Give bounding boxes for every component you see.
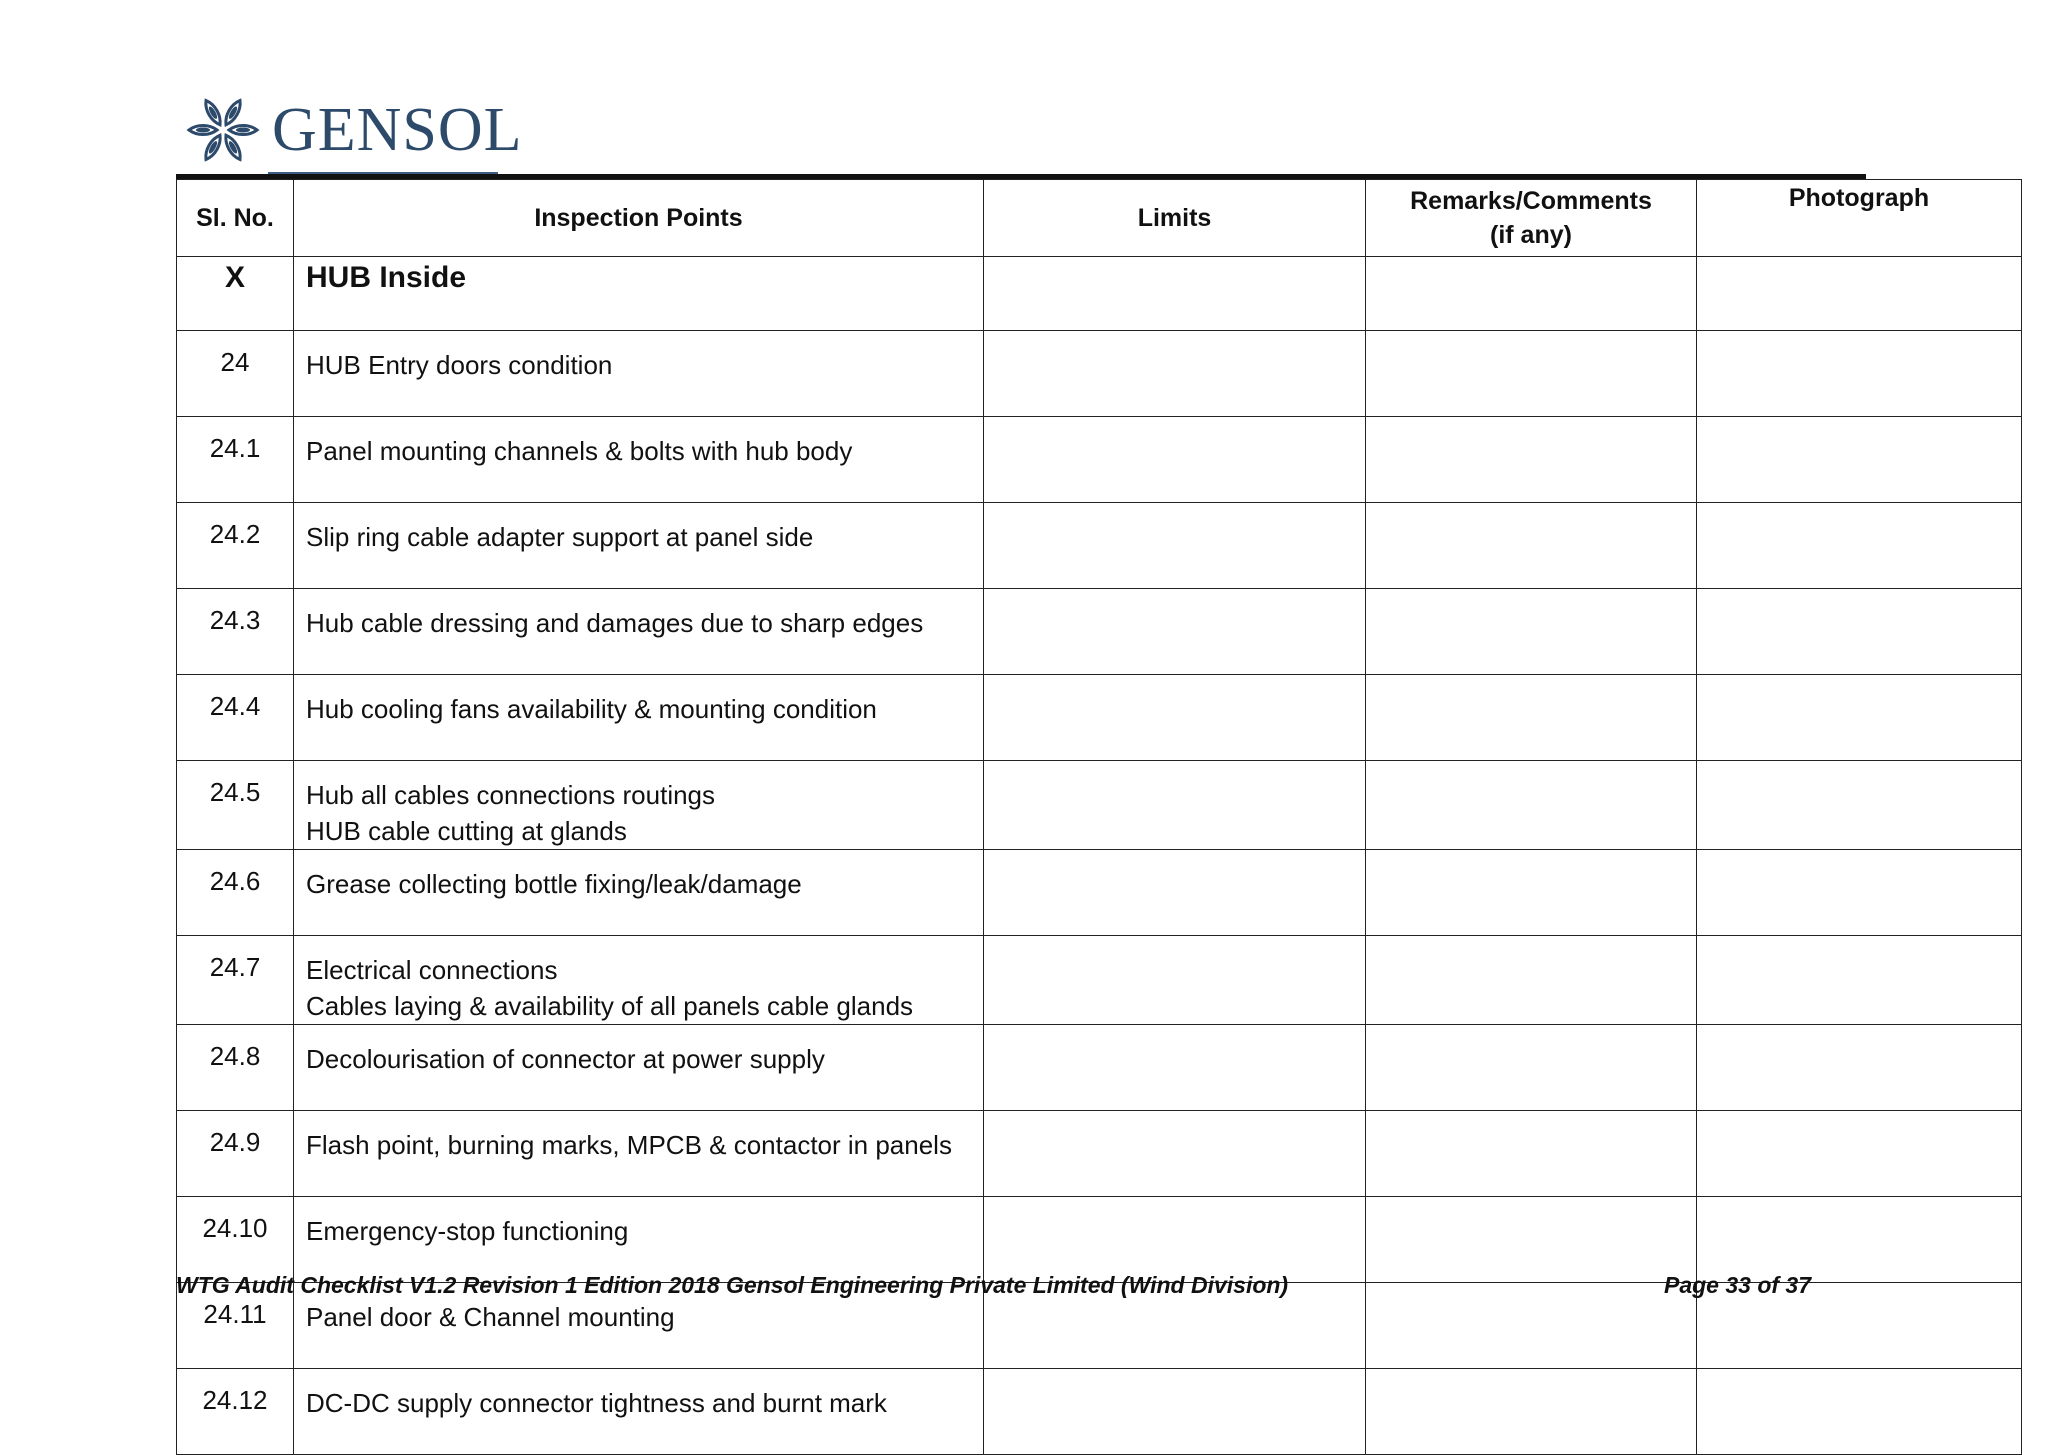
remarks-cell[interactable] <box>1366 1025 1697 1111</box>
limits-cell[interactable] <box>984 589 1366 675</box>
column-header-photograph: Photograph <box>1697 180 2022 257</box>
remarks-cell[interactable] <box>1366 331 1697 417</box>
column-header-sl-no: Sl. No. <box>177 180 294 257</box>
remarks-cell[interactable] <box>1366 675 1697 761</box>
table-row <box>177 589 2022 675</box>
company-logo <box>178 90 523 170</box>
limits-cell[interactable] <box>984 417 1366 503</box>
table-row <box>177 761 2022 850</box>
remarks-cell[interactable] <box>1366 1197 1697 1283</box>
photograph-cell[interactable] <box>1697 1111 2022 1197</box>
column-header-limits: Limits <box>984 180 1366 257</box>
inspection-point: Decolourisation of connector at power supply <box>294 1025 984 1111</box>
section-number: X <box>177 257 294 331</box>
photograph-cell[interactable] <box>1697 589 2022 675</box>
inspection-point: DC-DC supply connector tightness and burnt mark <box>294 1369 984 1455</box>
row-number: 24.3 <box>177 589 294 675</box>
inspection-point: HUB Entry doors condition <box>294 331 984 417</box>
row-number: 24.6 <box>177 850 294 936</box>
limits-cell[interactable] <box>984 761 1366 850</box>
inspection-point: Electrical connections Cables laying & availability of all panels cable glands <box>294 936 984 1025</box>
limits-cell[interactable] <box>984 936 1366 1025</box>
row-number: 24.8 <box>177 1025 294 1111</box>
photograph-cell[interactable] <box>1697 1025 2022 1111</box>
footer-document-title: WTG Audit Checklist V1.2 Revision 1 Edition 2018 Gensol Engineering Private Limited (Wind Division) <box>176 1272 1289 1298</box>
inspection-point: Emergency-stop functioning <box>294 1197 984 1283</box>
row-number: 24.5 <box>177 761 294 850</box>
limits-cell[interactable] <box>984 1111 1366 1197</box>
remarks-cell[interactable] <box>1366 850 1697 936</box>
table-row <box>177 331 2022 417</box>
row-number: 24.2 <box>177 503 294 589</box>
photograph-cell[interactable] <box>1697 331 2022 417</box>
limits-cell[interactable] <box>984 331 1366 417</box>
inspection-point: Grease collecting bottle fixing/leak/damage <box>294 850 984 936</box>
table-row <box>177 1025 2022 1111</box>
remarks-cell[interactable] <box>1366 257 1697 331</box>
photograph-cell[interactable] <box>1697 761 2022 850</box>
row-number: 24.12 <box>177 1369 294 1455</box>
row-number: 24.7 <box>177 936 294 1025</box>
table-row <box>177 503 2022 589</box>
photograph-cell[interactable] <box>1697 417 2022 503</box>
inspection-point: Panel mounting channels & bolts with hub body <box>294 417 984 503</box>
row-number: 24 <box>177 331 294 417</box>
photograph-cell[interactable] <box>1697 1197 2022 1283</box>
column-header-inspection-points: Inspection Points <box>294 180 984 257</box>
section-row <box>177 257 2022 331</box>
inspection-point: Slip ring cable adapter support at panel side <box>294 503 984 589</box>
limits-cell[interactable] <box>984 675 1366 761</box>
limits-cell[interactable] <box>984 503 1366 589</box>
limits-cell[interactable] <box>984 1025 1366 1111</box>
inspection-point: Hub cooling fans availability & mounting condition <box>294 675 984 761</box>
remarks-cell[interactable] <box>1366 1111 1697 1197</box>
table-row <box>177 1197 2022 1283</box>
limits-cell[interactable] <box>984 850 1366 936</box>
remarks-cell[interactable] <box>1366 761 1697 850</box>
photograph-cell[interactable] <box>1697 1369 2022 1455</box>
remarks-cell[interactable] <box>1366 589 1697 675</box>
audit-checklist-table <box>176 179 2022 1455</box>
inspection-point: Panel door & Channel mounting <box>294 1283 984 1369</box>
photograph-cell[interactable] <box>1697 850 2022 936</box>
remarks-cell[interactable] <box>1366 1283 1697 1369</box>
inspection-point: Hub all cables connections routings HUB cable cutting at glands <box>294 761 984 850</box>
photograph-cell[interactable] <box>1697 257 2022 331</box>
table-row <box>177 675 2022 761</box>
table-row <box>177 936 2022 1025</box>
row-number: 24.4 <box>177 675 294 761</box>
table-row <box>177 850 2022 936</box>
photograph-cell[interactable] <box>1697 675 2022 761</box>
row-number: 24.11 <box>177 1283 294 1369</box>
remarks-cell[interactable] <box>1366 936 1697 1025</box>
limits-cell[interactable] <box>984 1197 1366 1283</box>
limits-cell[interactable] <box>984 257 1366 331</box>
footer-page-number: Page 33 of 37 <box>1664 1272 1812 1298</box>
remarks-cell[interactable] <box>1366 417 1697 503</box>
company-name: GENSOL <box>272 96 523 164</box>
column-header-remarks: Remarks/Comments (if any) <box>1366 180 1697 257</box>
table-row <box>177 417 2022 503</box>
row-number: 24.1 <box>177 417 294 503</box>
inspection-point: Flash point, burning marks, MPCB & contactor in panels <box>294 1111 984 1197</box>
table-row <box>177 1111 2022 1197</box>
photograph-cell[interactable] <box>1697 503 2022 589</box>
row-number: 24.9 <box>177 1111 294 1197</box>
remarks-cell[interactable] <box>1366 1369 1697 1455</box>
flower-petal-logo-icon <box>178 90 268 170</box>
photograph-cell[interactable] <box>1697 936 2022 1025</box>
inspection-point: Hub cable dressing and damages due to sharp edges <box>294 589 984 675</box>
remarks-cell[interactable] <box>1366 503 1697 589</box>
table-row <box>177 1369 2022 1455</box>
table-header-row <box>177 180 2022 257</box>
limits-cell[interactable] <box>984 1369 1366 1455</box>
row-number: 24.10 <box>177 1197 294 1283</box>
section-title: HUB Inside <box>294 257 984 331</box>
